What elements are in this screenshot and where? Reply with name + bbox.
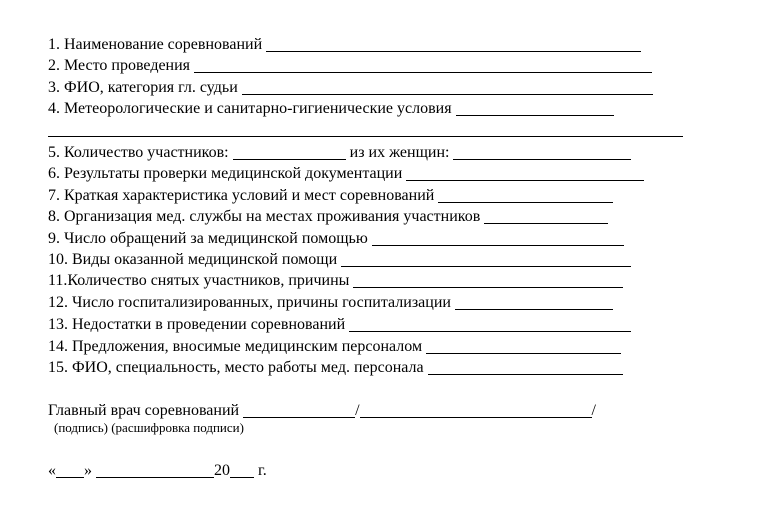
form-line-12 — [48, 293, 613, 313]
field-venue[interactable] — [194, 57, 652, 73]
form-line-4-continuation — [48, 120, 683, 140]
label-chief-judge: 3. ФИО, категория гл. судьи — [48, 79, 238, 96]
field-medical-service[interactable] — [484, 208, 608, 224]
form-line-9 — [48, 229, 624, 249]
form-line-5 — [48, 143, 631, 163]
label-women-count: из их женщин: — [349, 144, 450, 161]
form-line-11 — [48, 271, 623, 291]
date-line — [48, 461, 267, 481]
label-venue-description: 7. Краткая характеристика условий и мест соревнований — [48, 187, 435, 204]
field-conditions[interactable] — [456, 100, 614, 116]
label-conditions: 4. Метеорологические и санитарно-гигиенические условия — [48, 100, 452, 117]
label-care-types: 10. Виды оказанной медицинской помощи — [48, 251, 338, 268]
form-line-7 — [48, 186, 613, 206]
date-open-quote: « — [48, 462, 56, 479]
form-line-1 — [48, 35, 641, 55]
form-line-3 — [48, 78, 653, 98]
field-proposals[interactable] — [426, 338, 621, 354]
label-participants-count: 5. Количество участников: — [48, 144, 229, 161]
field-participants-count[interactable] — [233, 144, 346, 160]
date-year-suffix: г. — [258, 462, 267, 479]
field-requests-count[interactable] — [372, 230, 624, 246]
field-hospitalized[interactable] — [455, 294, 613, 310]
form-line-6 — [48, 164, 644, 184]
field-women-count[interactable] — [453, 144, 631, 160]
date-month-field[interactable] — [96, 462, 214, 478]
signature-label: Главный врач соревнований — [48, 402, 240, 419]
form-line-14 — [48, 337, 621, 357]
signature-separator: / — [355, 402, 360, 419]
signature-caption: (подпись) (расшифровка подписи) — [54, 420, 244, 435]
field-competition-name[interactable] — [266, 36, 641, 52]
field-shortcomings[interactable] — [349, 316, 631, 332]
date-year-field[interactable] — [230, 462, 254, 478]
label-medical-service: 8. Организация мед. службы на местах проживания участников — [48, 208, 481, 225]
field-venue-description[interactable] — [438, 187, 613, 203]
label-hospitalized: 12. Число госпитализированных, причины госпитализации — [48, 294, 451, 311]
field-chief-judge[interactable] — [242, 79, 653, 95]
signature-field[interactable] — [243, 402, 355, 418]
date-year-prefix: 20 — [214, 462, 230, 479]
label-withdrawn: 11.Количество снятых участников, причины — [48, 272, 350, 289]
signature-line — [48, 401, 596, 421]
form-line-2 — [48, 56, 652, 76]
field-care-types[interactable] — [341, 251, 631, 267]
form-line-13 — [48, 315, 631, 335]
label-medical-staff: 15. ФИО, специальность, место работы мед. персонала — [48, 359, 424, 376]
field-medical-docs[interactable] — [406, 165, 644, 181]
date-day-field[interactable] — [56, 462, 84, 478]
label-competition-name: 1. Наименование соревнований — [48, 36, 263, 53]
signature-caption-line — [54, 419, 244, 437]
field-withdrawn[interactable] — [353, 272, 623, 288]
label-venue: 2. Место проведения — [48, 57, 191, 74]
form-line-8 — [48, 207, 608, 227]
field-conditions-continued[interactable] — [48, 121, 683, 137]
form-line-10 — [48, 250, 631, 270]
signature-separator-end: / — [591, 402, 596, 419]
label-requests-count: 9. Число обращений за медицинской помощью — [48, 230, 368, 247]
form-line-15 — [48, 358, 623, 378]
field-medical-staff[interactable] — [428, 359, 623, 375]
label-shortcomings: 13. Недостатки в проведении соревнований — [48, 316, 346, 333]
label-proposals: 14. Предложения, вносимые медицинским персоналом — [48, 338, 423, 355]
signature-decoding-field[interactable] — [360, 402, 592, 418]
date-close-quote: » — [84, 462, 92, 479]
label-medical-docs: 6. Результаты проверки медицинской документации — [48, 165, 403, 182]
form-line-4 — [48, 99, 614, 119]
